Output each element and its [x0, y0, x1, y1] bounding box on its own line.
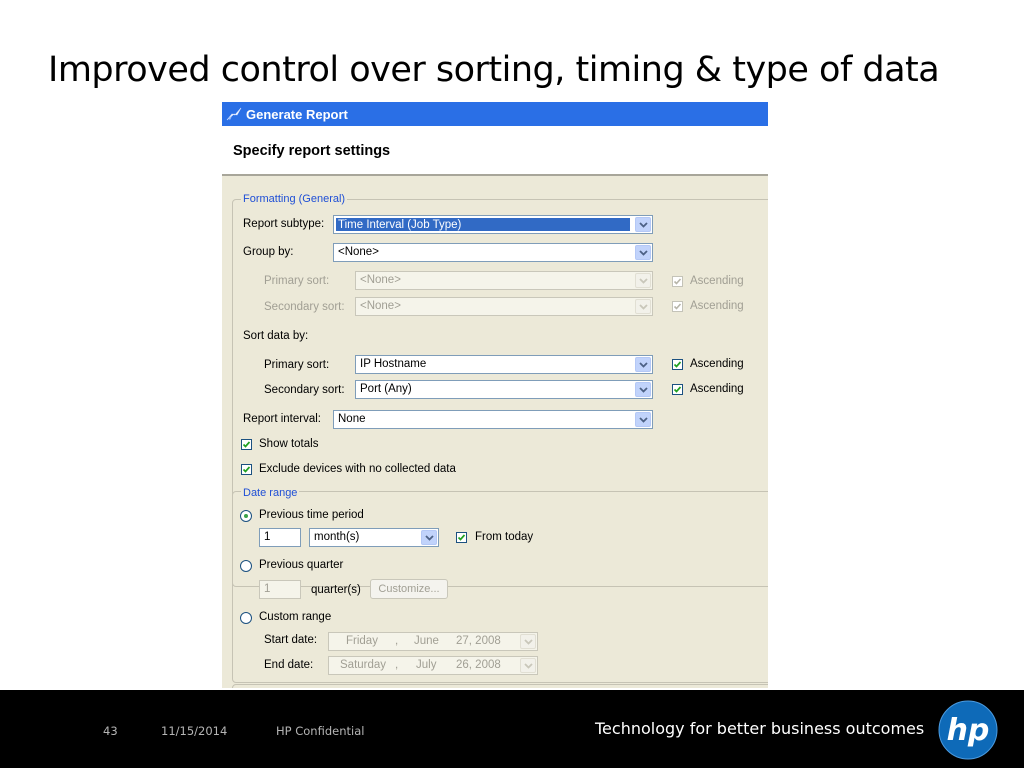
group-primary-sort-label: Primary sort:: [264, 275, 330, 287]
report-subtype-label: Report subtype:: [243, 218, 325, 230]
group-by-select[interactable]: [333, 243, 653, 262]
start-date-month: June: [414, 635, 439, 647]
show-totals-label: Show totals: [259, 438, 319, 450]
report-interval-select[interactable]: [333, 410, 653, 429]
start-date-value: 27, 2008: [456, 635, 501, 647]
start-date-day: Friday: [346, 635, 378, 647]
group-by-value: <None>: [338, 246, 379, 258]
report-wizard-icon: [226, 106, 242, 122]
checkmark-icon: [673, 385, 682, 394]
chevron-down-icon[interactable]: [635, 382, 651, 397]
dialog-title: Generate Report: [246, 106, 348, 122]
chevron-down-icon[interactable]: [635, 245, 651, 260]
customize-button[interactable]: Customize...: [370, 579, 448, 599]
primary-sort-label: Primary sort:: [264, 359, 330, 371]
exclude-devices-label: Exclude devices with no collected data: [259, 463, 456, 475]
group-secondary-sort-value: <None>: [360, 300, 401, 312]
end-date-day: Saturday: [340, 659, 387, 671]
checkmark-icon: [673, 302, 682, 311]
dialog-header: [222, 126, 768, 176]
primary-sort-value: IP Hostname: [360, 358, 427, 370]
primary-sort-select[interactable]: [355, 355, 653, 374]
group-secondary-sort-select[interactable]: [355, 297, 653, 316]
end-date-month: July: [416, 659, 437, 671]
radio-selected-dot: [244, 514, 248, 518]
report-interval-value: None: [338, 413, 366, 425]
exclude-devices-checkbox[interactable]: [241, 464, 252, 475]
previous-quarter-label: Previous quarter: [259, 559, 344, 571]
checkmark-icon: [673, 277, 682, 286]
quarter-count-input[interactable]: 1: [259, 580, 301, 599]
sort-data-by-label: Sort data by:: [243, 330, 309, 342]
chevron-down-icon[interactable]: [635, 357, 651, 372]
chevron-down-icon[interactable]: [635, 299, 651, 314]
end-date-separator: ,: [395, 659, 399, 671]
footer-date: 11/15/2014: [161, 724, 228, 738]
next-group-edge: [232, 684, 768, 688]
chevron-down-icon[interactable]: [635, 273, 651, 288]
previous-time-period-radio[interactable]: [240, 510, 252, 522]
chevron-down-icon[interactable]: [635, 217, 651, 232]
primary-ascending-label: Ascending: [690, 358, 744, 370]
secondary-sort-value: Port (Any): [360, 383, 412, 395]
previous-quarter-radio[interactable]: [240, 560, 252, 572]
group-primary-sort-value: <None>: [360, 274, 401, 286]
start-date-separator: ,: [395, 635, 399, 647]
custom-range-label: Custom range: [259, 611, 332, 623]
show-totals-checkbox[interactable]: [241, 439, 252, 450]
group-primary-sort-select[interactable]: [355, 271, 653, 290]
group-primary-ascending-checkbox[interactable]: [672, 276, 683, 287]
dialog-titlebar[interactable]: [222, 102, 768, 126]
report-subtype-value: Time Interval (Job Type): [336, 218, 630, 231]
group-primary-ascending-label: Ascending: [690, 275, 744, 287]
custom-range-radio[interactable]: [240, 612, 252, 624]
secondary-ascending-label: Ascending: [690, 383, 744, 395]
formatting-legend: Formatting (General): [243, 193, 346, 205]
generate-report-dialog: [222, 102, 768, 688]
hp-logo-text: hp: [946, 713, 990, 748]
group-secondary-ascending-checkbox[interactable]: [672, 301, 683, 312]
period-unit-value: month(s): [314, 531, 360, 543]
period-count-input[interactable]: 1: [259, 528, 301, 547]
chevron-down-icon[interactable]: [421, 530, 437, 545]
footer-tagline: Technology for better business outcomes: [595, 719, 925, 738]
confidential-label: HP Confidential: [276, 724, 365, 738]
start-date-label: Start date:: [264, 634, 318, 646]
primary-ascending-checkbox[interactable]: [672, 359, 683, 370]
end-date-label: End date:: [264, 659, 314, 671]
report-subtype-select[interactable]: [333, 215, 653, 234]
slide-title: Improved control over sorting, timing & type of data: [48, 50, 940, 90]
end-date-value: 26, 2008: [456, 659, 501, 671]
checkmark-icon: [673, 360, 682, 369]
report-interval-label: Report interval:: [243, 413, 321, 425]
hp-logo: [938, 700, 998, 760]
period-unit-select[interactable]: [309, 528, 439, 547]
date-range-legend: Date range: [243, 487, 298, 499]
quarter-unit-label: quarter(s): [311, 584, 361, 596]
chevron-down-icon[interactable]: [635, 412, 651, 427]
secondary-sort-select[interactable]: [355, 380, 653, 399]
end-date-picker[interactable]: [328, 656, 538, 675]
start-date-picker[interactable]: [328, 632, 538, 651]
from-today-checkbox[interactable]: [456, 532, 467, 543]
secondary-sort-label: Secondary sort:: [264, 384, 345, 396]
chevron-down-icon[interactable]: [520, 658, 536, 673]
chevron-down-icon[interactable]: [520, 634, 536, 649]
checkmark-icon: [242, 440, 251, 449]
dialog-heading: Specify report settings: [233, 143, 391, 159]
page-number: 43: [103, 724, 118, 738]
previous-time-period-label: Previous time period: [259, 509, 364, 521]
from-today-label: From today: [475, 531, 534, 543]
checkmark-icon: [457, 533, 466, 542]
slide-footer: [0, 690, 1024, 768]
checkmark-icon: [242, 465, 251, 474]
group-secondary-ascending-label: Ascending: [690, 300, 744, 312]
secondary-ascending-checkbox[interactable]: [672, 384, 683, 395]
group-by-label: Group by:: [243, 246, 294, 258]
group-secondary-sort-label: Secondary sort:: [264, 301, 345, 313]
